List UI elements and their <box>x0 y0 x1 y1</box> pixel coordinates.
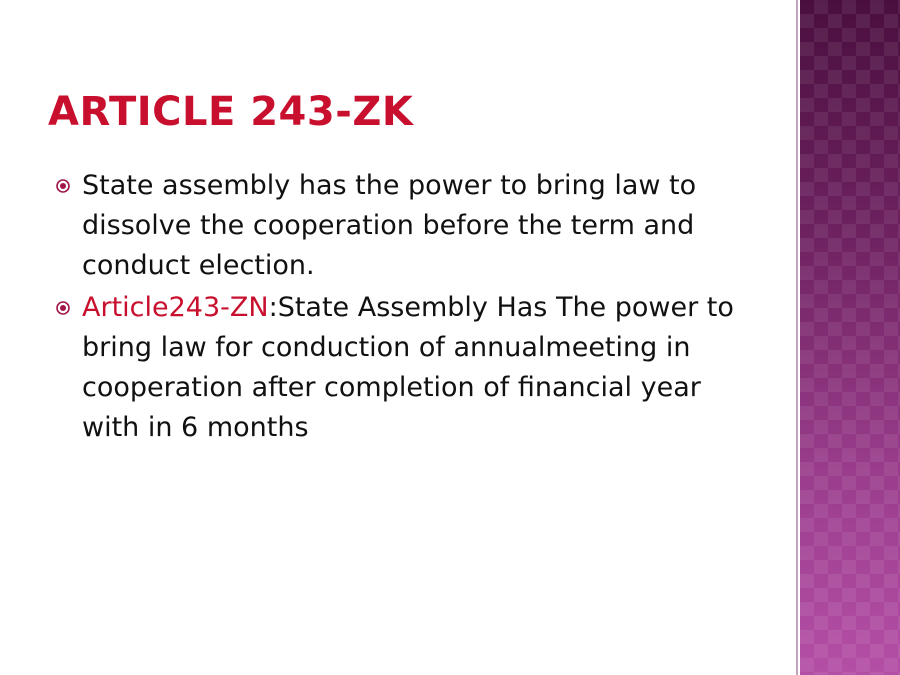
article-reference: Article243-ZN <box>82 292 269 323</box>
bullet-text: State assembly has the power to bring law to dissolve the cooperation before the term and conduct election. <box>82 170 697 281</box>
circle-dot-icon <box>56 301 70 315</box>
side-divider <box>796 0 798 675</box>
decorative-side-band <box>800 0 900 675</box>
bullet-item <box>56 288 756 448</box>
slide-title: ARTICLE 243-ZK <box>48 89 414 135</box>
bullet-text: :State Assembly Has The power to bring law for conduction of annualmeeting in cooperation after completion of financial year with in 6 months <box>82 292 734 443</box>
bullet-list <box>56 166 756 450</box>
bullet-item <box>56 166 756 286</box>
circle-dot-icon <box>56 179 70 193</box>
